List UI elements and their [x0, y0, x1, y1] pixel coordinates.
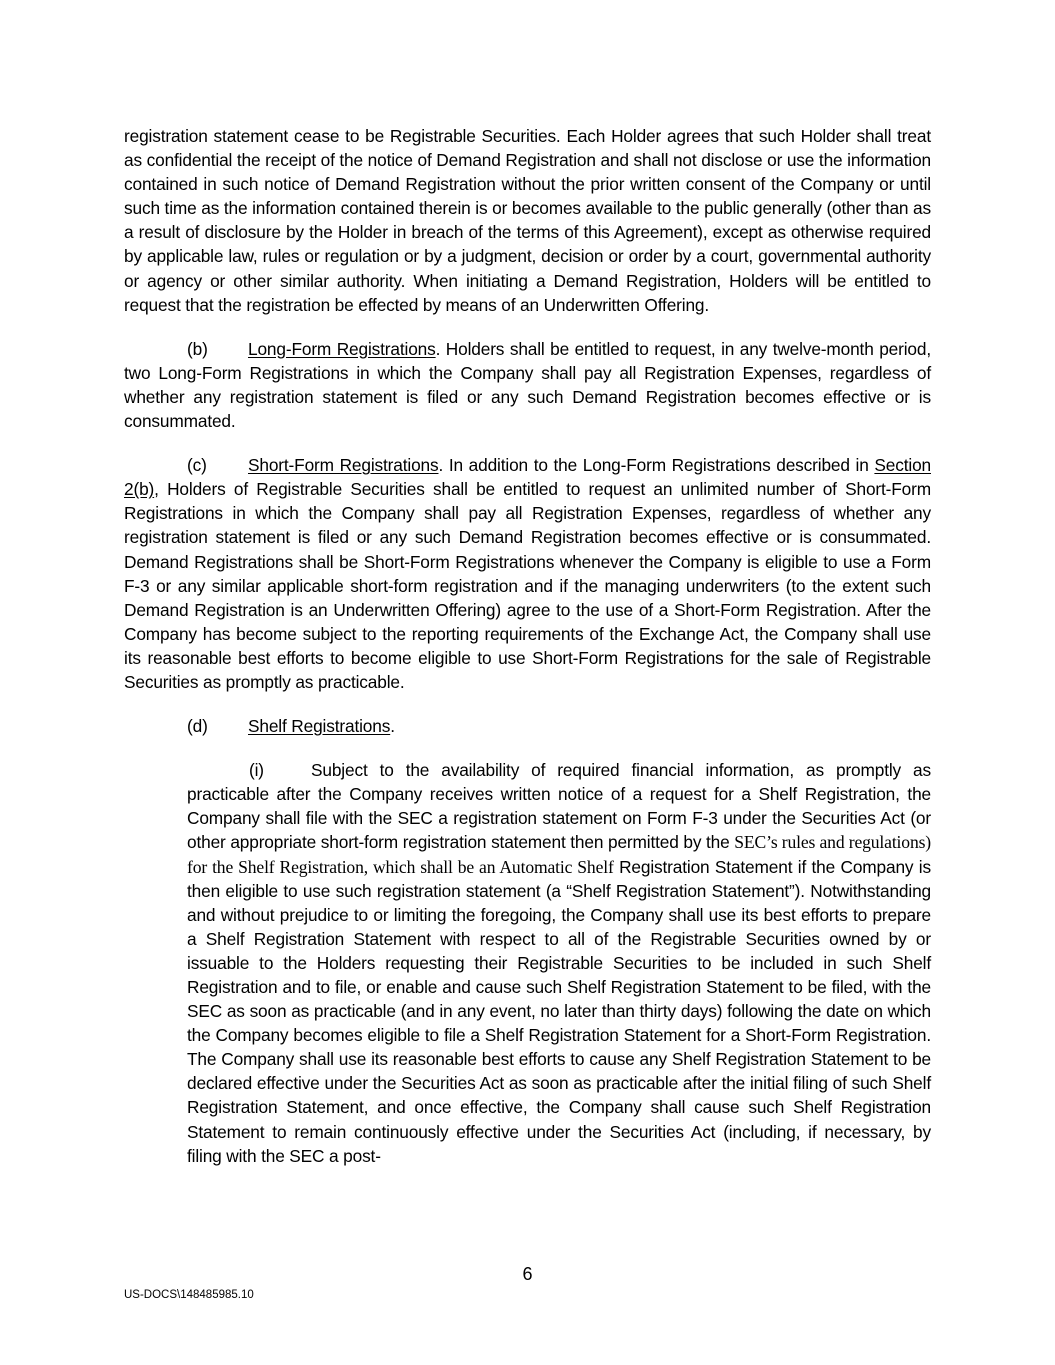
section-c-text-1: . In addition to the Long-Form Registrations described in	[438, 455, 875, 476]
section-b-label: (b)	[187, 338, 208, 359]
section-b-paragraph	[124, 337, 931, 433]
section-d-heading: Shelf Registrations	[248, 716, 391, 737]
section-d-i-text-2: Registration Statement if the Company is then eligible to use such registration statement (a “Shelf Registration Statement”). Notwithstanding and without prejudice to or limiting the foregoing, the Company shall use its best efforts to prepare a Shelf Registration Statement with respect to all of the Registrable Securities owned by or issuable to the Holders requesting their Registrable Securities to be included in such Shelf Registration and to file, or enable and cause such Shelf Registration Statement to be filed, with the SEC as soon as practicable (and in any event, no later than thirty days) following the date on which the Company becomes eligible to file a Shelf Registration Statement for a Short-Form Registration. The Company shall use its reasonable best efforts to cause any Shelf Registration Statement to be declared effective under the Securities Act as soon as practicable after the initial filing of such Shelf Registration Statement, and once effective, the Company shall cause such Shelf Registration Statement to remain continuously effective under the Securities Act (including, if necessary, by filing with the SEC a post-	[187, 856, 931, 1166]
section-d-label: (d)	[187, 716, 208, 737]
document-body	[124, 124, 931, 1188]
section-d-i-text-serif: SEC’s rules and regulations) for the Shelf Registration, which shall be an Automatic Shelf	[187, 832, 931, 877]
section-d-i-label: (i)	[249, 760, 264, 781]
paragraph-a-text: registration statement cease to be Registrable Securities. Each Holder agrees that such Holder shall treat as confidential the receipt of the notice of Demand Registration and shall not disclose or use the information contained in such notice of Demand Registration without the prior written consent of the Company or until such time as the information contained therein is or becomes available to the public generally (other than as a result of disclosure by the Holder in breach of the terms of this Agreement), except as otherwise required by applicable law, rules or regulation or by a judgment, decision or order by a court, governmental authority or agency or other similar authority. When initiating a Demand Registration, Holders will be entitled to request that the registration be effected by means of an Underwritten Offering.	[124, 126, 931, 315]
section-b-heading: Long-Form Registrations	[248, 338, 436, 359]
section-d-heading-end: .	[390, 716, 395, 737]
section-c-paragraph	[124, 453, 931, 694]
section-c-heading: Short-Form Registrations	[248, 455, 439, 476]
section-d-i-text-1: Subject to the availability of required financial information, as promptly as practicable after the Company receives written notice of a request for a Shelf Registration, the Company shall file with the SEC a registration statement on Form F-3 under the Securities Act (or other appropriate short-form registration statement then permitted by the	[187, 760, 931, 853]
section-c-text-2: , Holders of Registrable Securities shall be entitled to request an unlimited number of Short-Form Registrations in which the Company shall pay all Registration Expenses, regardless of whether any registration statement is filed or any such Demand Registration becomes effective or is consummated. Demand Registrations shall be Short-Form Registrations whenever the Company is eligible to use a Form F-3 or any similar applicable short-form registration and if the managing underwriters (to the extent such Demand Registration is an Underwritten Offering) agree to the use of a Short-Form Registration. After the Company has become subject to the reporting requirements of the Exchange Act, the Company shall use its reasonable best efforts to become eligible to use Short-Form Registrations for the sale of Registrable Securities as promptly as practicable.	[124, 479, 931, 692]
section-2b-cross-reference: Section 2(b)	[124, 455, 931, 500]
section-b-text: . Holders shall be entitled to request, in any twelve-month period, two Long-Form Registrations in which the Company shall pay all Registration Expenses, regardless of whether any registration statement is filed or any such Demand Registration becomes effective or is consummated.	[124, 338, 931, 432]
section-d-i-paragraph	[187, 758, 931, 1168]
page-number: 6	[522, 1264, 533, 1284]
paragraph-a-continued	[124, 124, 931, 317]
section-c-label: (c)	[187, 455, 207, 476]
document-id: US-DOCS\148485985.10	[124, 1289, 254, 1301]
section-d-paragraph	[124, 714, 931, 738]
